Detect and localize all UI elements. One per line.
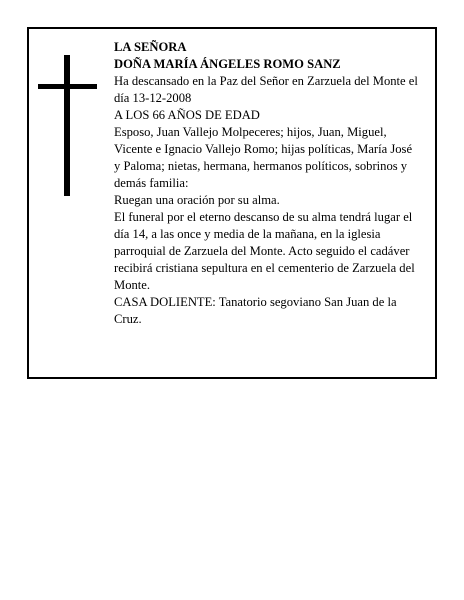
- casa-doliente: CASA DOLIENTE: Tanatorio segoviano San Juan de la Cruz.: [114, 295, 397, 326]
- funeral-details: El funeral por el eterno descanso de su alma tendrá lugar el día 14, a las once y media de la mañana, en la iglesia parroquial de Zarzuela del Monte. Acto seguido el cadáver recibirá cristiana sepultura en el cementerio de Zarzuela del Monte.: [114, 210, 415, 292]
- death-announcement: Ha descansado en la Paz del Señor en Zarzuela del Monte el día 13-12-2008: [114, 74, 418, 105]
- obituary-text: [114, 39, 420, 328]
- deceased-name: DOÑA MARÍA ÁNGELES ROMO SANZ: [114, 57, 341, 71]
- cross-horizontal-bar: [38, 84, 97, 89]
- prayer-request: Ruegan una oración por su alma.: [114, 193, 280, 207]
- family-list: Esposo, Juan Vallejo Molpeceres; hijos, Juan, Miguel, Vicente e Ignacio Vallejo Romo; hijas políticas, María José y Paloma; nietas, hermana, hermanos políticos, sobrinos y demás familia:: [114, 125, 413, 190]
- age-line: A LOS 66 AÑOS DE EDAD: [114, 108, 260, 122]
- cross-vertical-bar: [64, 55, 70, 196]
- notice-heading: LA SEÑORA: [114, 40, 187, 54]
